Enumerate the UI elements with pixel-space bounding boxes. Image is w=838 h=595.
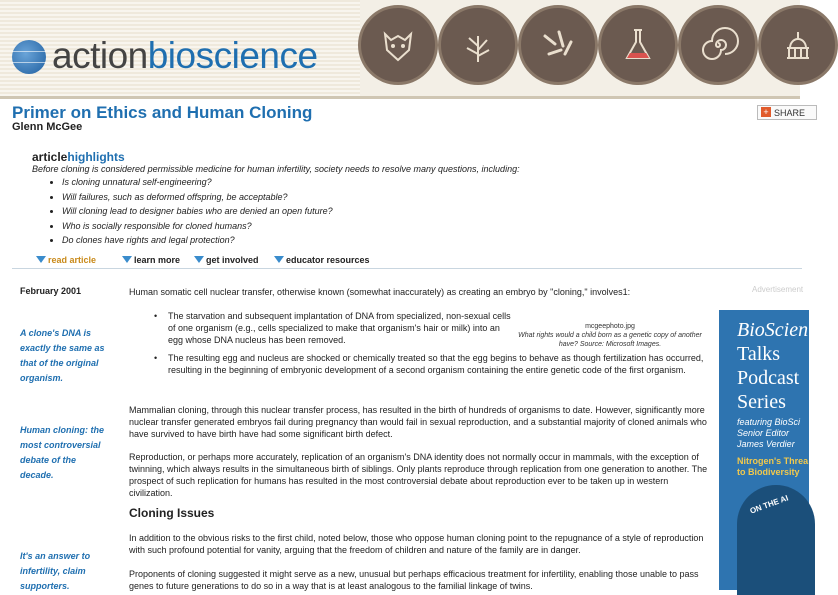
logo-text-action: action bbox=[52, 35, 148, 76]
ad-topic-line1: Nitrogen's Threa bbox=[737, 456, 809, 466]
highlights-heading-a: article bbox=[32, 150, 68, 164]
plant-icon[interactable] bbox=[438, 5, 518, 85]
article-date: February 2001 bbox=[20, 286, 82, 296]
ad-topic-line2: to Biodiversity bbox=[737, 467, 800, 477]
ad-featuring-text: featuring BioSci bbox=[737, 417, 801, 427]
list-item: • Do clones have rights and legal protection? bbox=[62, 233, 333, 248]
ad-line3: Podcast bbox=[737, 367, 800, 389]
tiger-icon[interactable] bbox=[358, 5, 438, 85]
tab-learn-more[interactable]: learn more bbox=[122, 255, 180, 265]
list-item: • Who is socially responsible for cloned humans? bbox=[62, 219, 333, 234]
podcast-ad-banner[interactable] bbox=[719, 310, 809, 590]
bullet-text: The resulting egg and nucleus are shocked or chemically treated so that the egg begins to behave as though fertilization has occurred, resulting in the beginning of embryonic development of a second organism containing the entire genetic code of the first organism. bbox=[168, 353, 704, 375]
photo-caption-text: What rights would a child born as a genetic copy of another have? Source: Microsoft Images. bbox=[518, 332, 702, 348]
pullquote: Human cloning: the most controversial debate of the decade. bbox=[20, 425, 104, 480]
list-item: • Will failures, such as deformed offspring, be acceptable? bbox=[62, 190, 333, 205]
globe-logo-icon[interactable] bbox=[12, 40, 46, 74]
ad-featuring bbox=[719, 417, 809, 450]
on-the-air-text: ON THE AI bbox=[748, 493, 790, 516]
pullquote: A clone's DNA is exactly the same as that of the original organism. bbox=[20, 328, 105, 383]
intro-paragraph: Human somatic cell nuclear transfer, otherwise known (somewhat inaccurately) as creating an embryo by "cloning," involves1: bbox=[129, 287, 631, 297]
ad-line4: Series bbox=[737, 391, 786, 413]
photo-caption bbox=[518, 322, 702, 349]
bullet-text: The starvation and subsequent implantation of DNA from specialized, non-sexual cells of one organism (e.g., cells specialized to make that organism's hair or milk) into an egg whose DNA nucleus has been removed. bbox=[168, 311, 511, 345]
flask-icon[interactable] bbox=[598, 5, 678, 85]
pullquote: It's an answer to infertility, claim supporters. bbox=[20, 551, 91, 591]
site-header bbox=[0, 0, 800, 99]
list-item: • Will cloning lead to designer babies who are denied an open future? bbox=[62, 204, 333, 219]
section-heading: Cloning Issues bbox=[129, 506, 215, 520]
author-name: Glenn McGee bbox=[12, 121, 83, 133]
tab-educator-resources[interactable]: educator resources bbox=[274, 255, 370, 265]
ad-line2: Talks bbox=[737, 343, 781, 365]
article-tabs bbox=[12, 253, 802, 269]
bullet-dot: • bbox=[154, 311, 158, 321]
bacteria-icon[interactable] bbox=[518, 5, 598, 85]
body-paragraph: Reproduction, or perhaps more accurately, replication of an organism's DNA identity does not normally occur in mammals, with the exception of twinning, which always results in the simultaneous birth of siblings. Only plants reproduce through replication from one generation to another. The prospect of such replication for humans has resulted in the most controversial debate about reproduction ever to be taken up in western civilization. bbox=[129, 452, 708, 498]
capitol-icon[interactable] bbox=[758, 5, 838, 85]
highlights-intro: Before cloning is considered permissible medicine for human infertility, society needs to resolve many questions, including: bbox=[32, 164, 520, 174]
body-paragraph: Mammalian cloning, through this nuclear transfer process, has resulted in the birth of hundreds of organisms to date. However, significantly more nuclear transfer generated embryos fail during pregnancy than would fail in sexual reproduction, and a substantial majority of cloned animals who have survived to have birth have had some significant birth defect. bbox=[129, 405, 707, 439]
ad-editor-name: James Verdier bbox=[737, 439, 795, 449]
highlights-list bbox=[48, 175, 333, 248]
highlights-heading-b: highlights bbox=[67, 150, 125, 164]
body-paragraph: In addition to the obvious risks to the first child, noted below, those who oppose human cloning point to the repugnance of a style of reproduction with such profound potential for vanity, arguing that the freedom of children and nature of the family are in danger. bbox=[129, 533, 704, 555]
logo-text-bioscience: bioscience bbox=[147, 35, 318, 76]
shell-icon[interactable] bbox=[678, 5, 758, 85]
body-paragraph: Proponents of cloning suggested it might serve as a new, unusual but perhaps efficacious treatment for infertility, enabling those unable to pass genes to future generations to do so in a way that is at least analogous to the familial linkage of twins. bbox=[129, 569, 699, 591]
tab-get-involved[interactable]: get involved bbox=[194, 255, 259, 265]
site-logo[interactable] bbox=[52, 36, 318, 76]
ad-headline bbox=[719, 310, 809, 414]
ad-line1: BioScien bbox=[737, 319, 809, 341]
bullet-dot: • bbox=[154, 353, 158, 363]
ad-editor-role: Senior Editor bbox=[737, 428, 790, 438]
page-title: Primer on Ethics and Human Cloning bbox=[12, 103, 313, 122]
list-item: • Is cloning unnatural self-engineering? bbox=[62, 175, 333, 190]
highlights-heading bbox=[32, 150, 125, 164]
bullet-item bbox=[154, 310, 513, 346]
bullet-item bbox=[154, 352, 708, 376]
photo-filename: mcgeephoto.jpg bbox=[585, 323, 635, 330]
ad-topic bbox=[719, 456, 809, 478]
tab-read-article[interactable]: read article bbox=[36, 255, 96, 265]
ad-label: Advertisement bbox=[752, 285, 804, 294]
share-button[interactable]: + SHARE bbox=[757, 105, 817, 120]
